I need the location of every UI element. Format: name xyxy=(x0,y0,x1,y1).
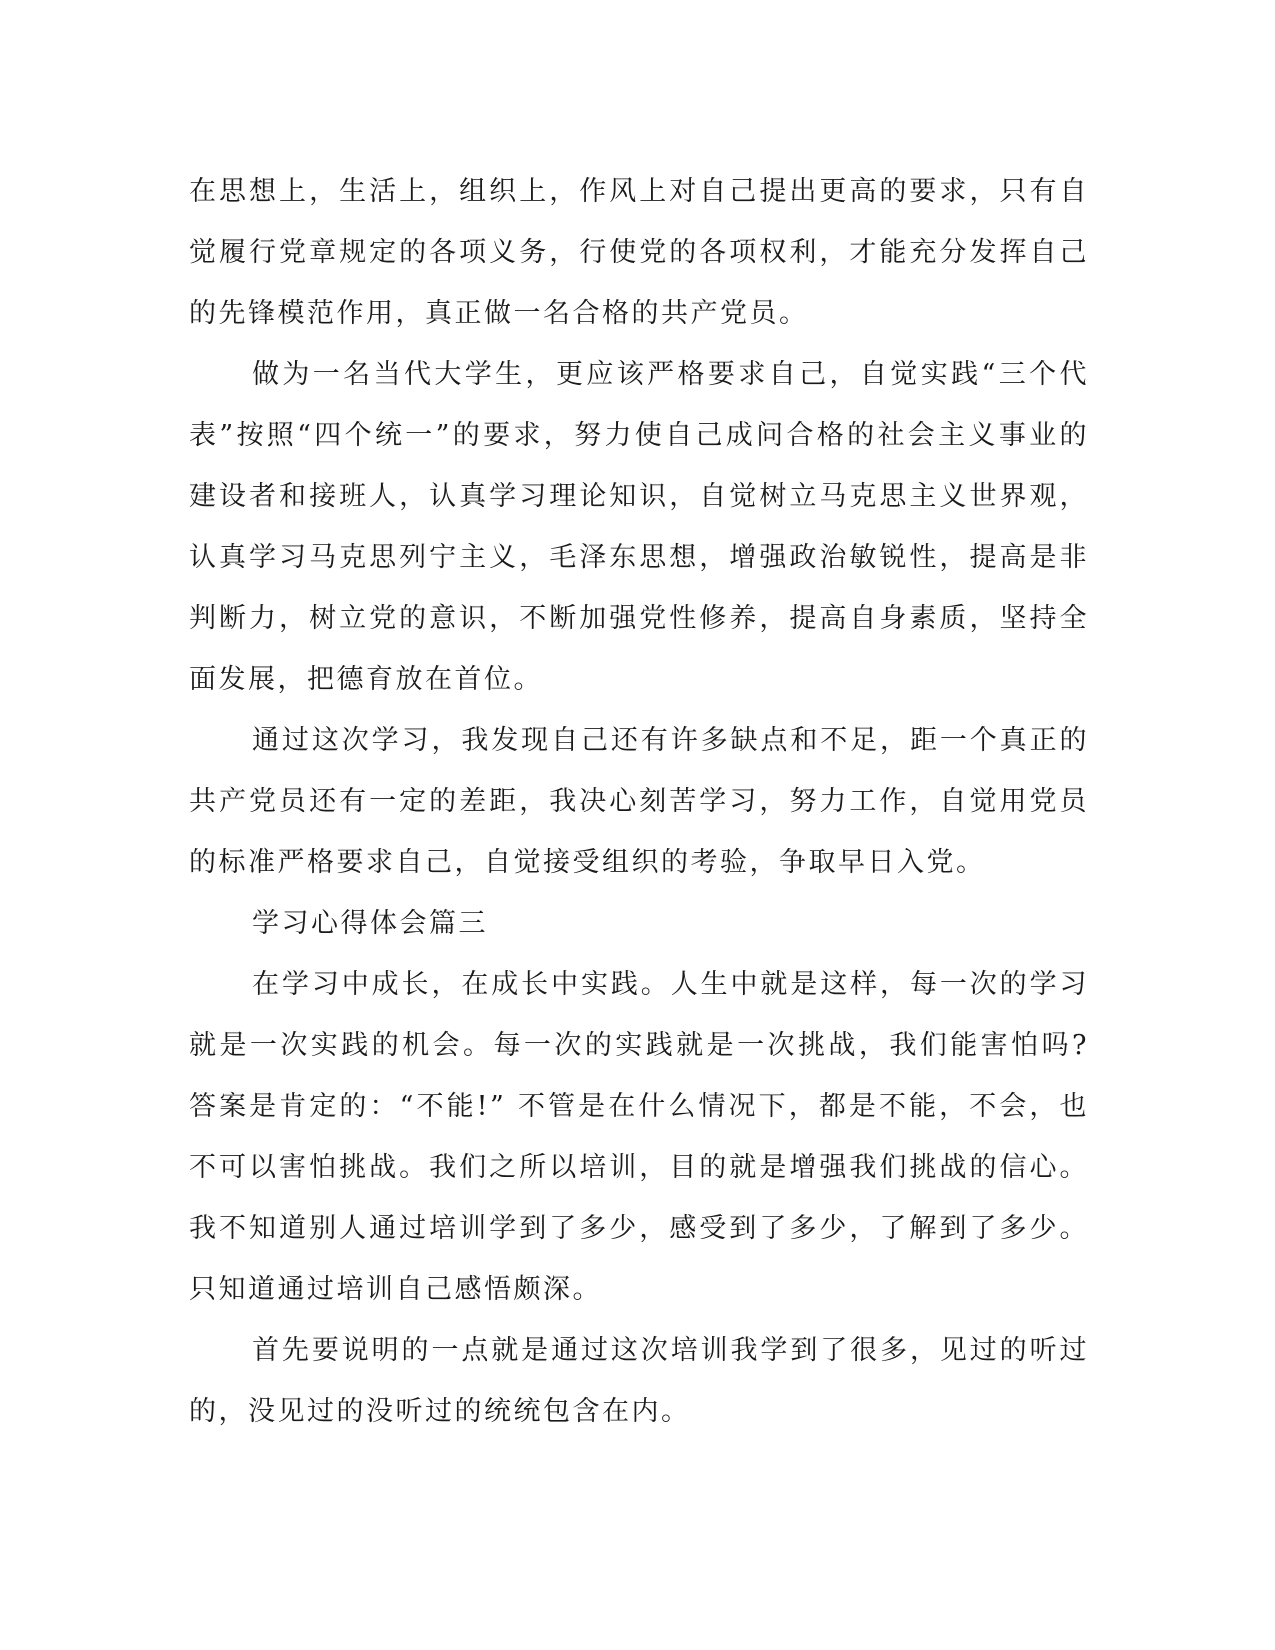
paragraph-continuation: 在思想上，生活上，组织上，作风上对自己提出更高的要求，只有自觉履行党章规定的各项义务，行使党的各项权利，才能充分发挥自己的先锋模范作用，真正做一名合格的共产党员。 xyxy=(189,176,1089,329)
paragraph-student-requirements: 做为一名当代大学生，更应该严格要求自己，自觉实践“三个代表”按照“四个统一”的要求，努力使自己成问合格的社会主义事业的建设者和接班人，认真学习理论知识，自觉树立马克思主义世界观，认真学习马克思列宁主义，毛泽东思想，增强政治敏锐性，提高是非判断力，树立党的意识，不断加强党性修养，提高自身素质，坚持全面发展，把德育放在首位。 xyxy=(189,359,1089,695)
paragraph-training-summary: 首先要说明的一点就是通过这次培训我学到了很多，见过的听过的，没见过的没听过的统统包含在内。 xyxy=(189,1335,1089,1427)
section-heading: 学习心得体会篇三 xyxy=(252,908,488,939)
paragraph-study-reflection: 通过这次学习，我发现自己还有许多缺点和不足，距一个真正的共产党员还有一定的差距，我决心刻苦学习，努力工作，自觉用党员的标准严格要求自己，自觉接受组织的考验，争取早日入党。 xyxy=(189,725,1089,878)
paragraph-growth-practice: 在学习中成长，在成长中实践。人生中就是这样，每一次的学习就是一次实践的机会。每一次的实践就是一次挑战，我们能害怕吗?答案是肯定的：“不能!” 不管是在什么情况下，都是不能，不会，也不可以害怕挑战。我们之所以培训，目的就是增强我们挑战的信心。我不知道别人通过培训学到了多少，感受到了多少，了解到了多少。只知道通过培训自己感悟颇深。 xyxy=(189,969,1089,1305)
document-body xyxy=(189,161,1089,1442)
